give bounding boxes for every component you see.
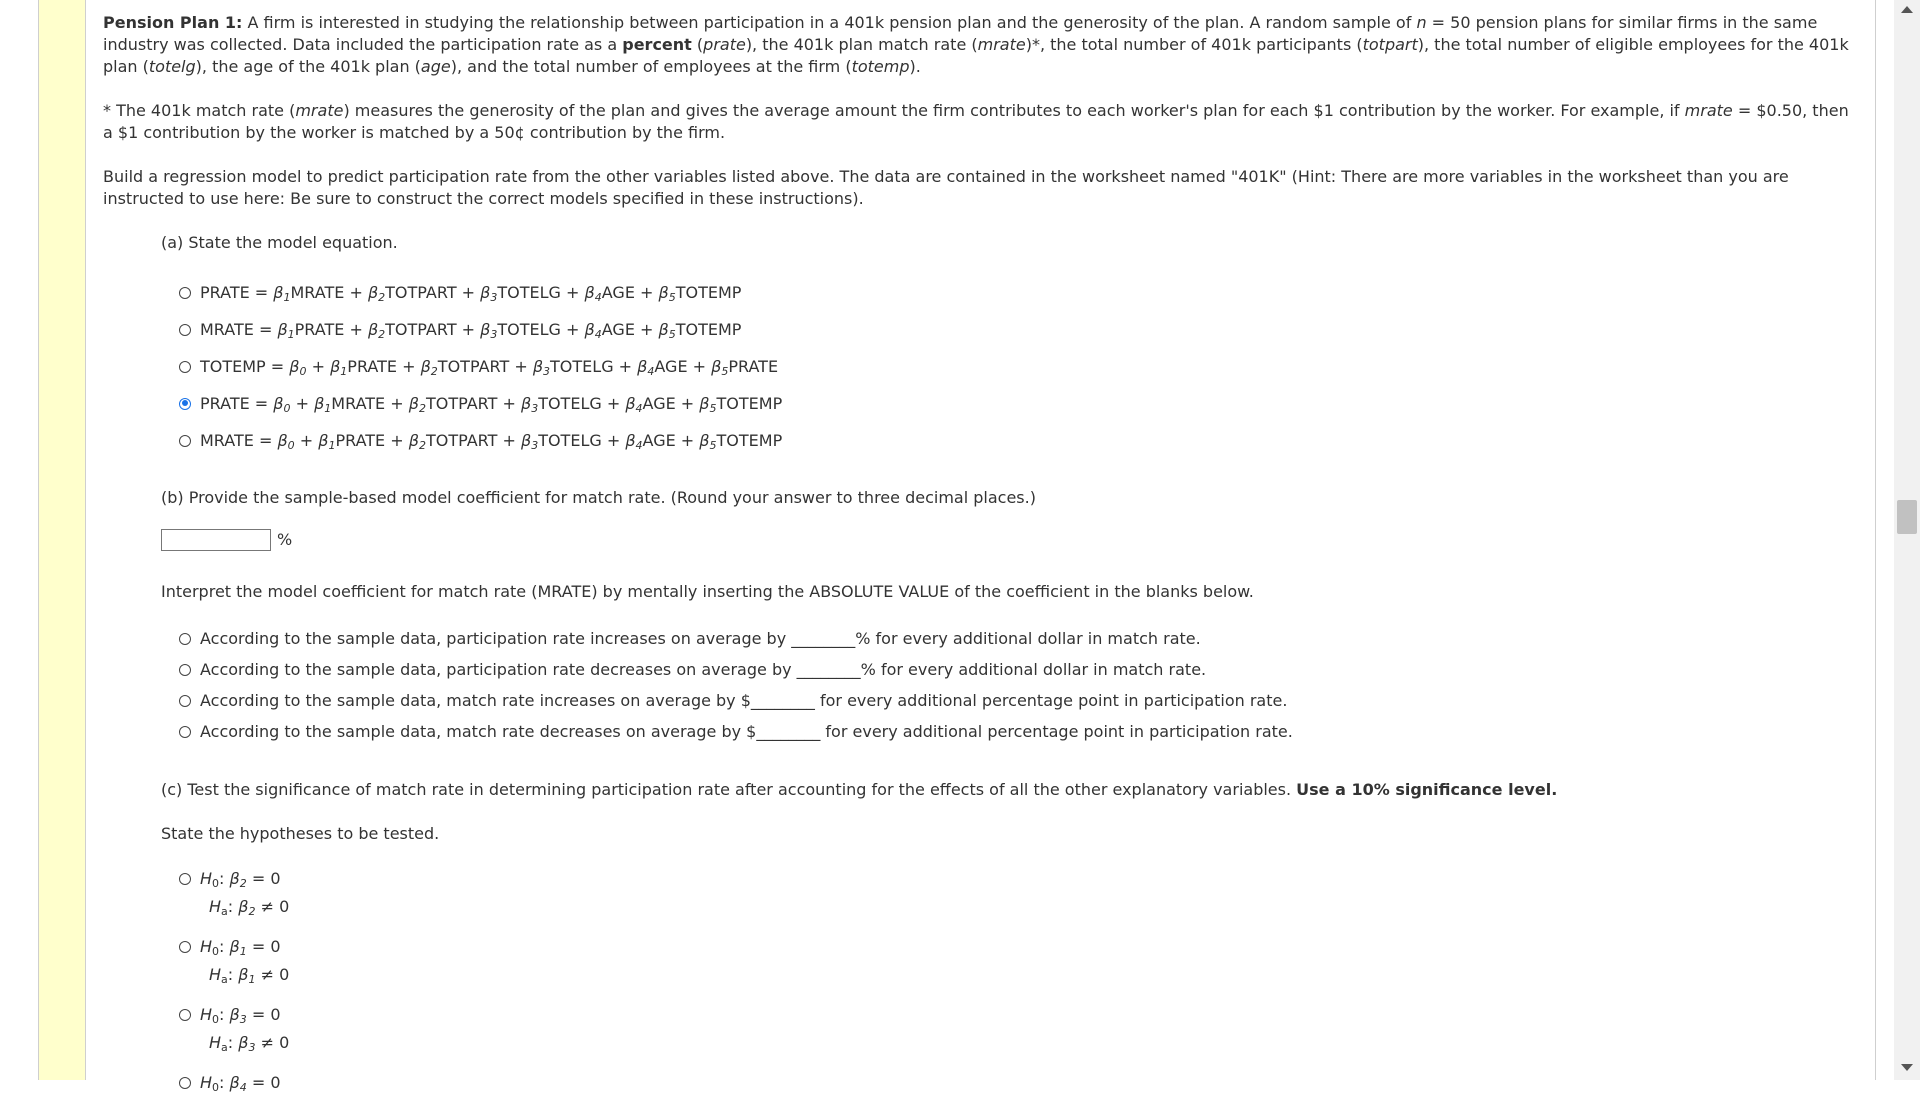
model-equation: PRATE = $\beta_0$ + $\beta_1MRATE$ + $\beta_2TOTPART$ + $\beta_3TOTELG + \beta_4AGE$ + $\beta_5TOTEMP$: [200, 393, 783, 415]
part-a: [161, 232, 1855, 459]
hypothesis-option-2[interactable]: [179, 1001, 1855, 1057]
null-hypothesis: $H_0$: $\beta_2 = 0$: [200, 869, 281, 890]
model-equation: TOTEMP = $\beta_0$ + $\beta_1PRATE$ + $\beta_2TOTPART$ + $\beta_3TOTELG + \beta_4AGE$ + $\beta_5PRATE$: [200, 356, 779, 378]
model-equation: MRATE = $\beta_1PRATE$ + $\beta_2TOTPART$ + $\beta_3TOTELG + \beta_4AGE$ + $\beta_5TOTEMP$: [200, 319, 742, 341]
percent-unit: %: [277, 530, 293, 549]
radio-button[interactable]: [179, 941, 191, 953]
hypothesis-option-0[interactable]: [179, 865, 1855, 921]
radio-button[interactable]: [179, 361, 191, 373]
radio-button[interactable]: [179, 287, 191, 299]
content-right-border: [1875, 0, 1876, 1080]
null-hypothesis: $H_0$: $\beta_3 = 0$: [200, 1005, 281, 1026]
model-equation: PRATE = $\beta_1MRATE$ + $\beta_2TOTPART$ + $\beta_3TOTELG + \beta_4AGE$ + $\beta_5TOTEMP$: [200, 282, 742, 304]
null-hypothesis: $H_0$: $\beta_1 = 0$: [200, 937, 281, 958]
alternative-hypothesis: $H_a$: $\beta_1 \ne 0$: [209, 965, 290, 986]
part-b-label: (b) Provide the sample-based model coefficient for match rate. (Round your answer to three decimal places.): [161, 488, 1036, 507]
model-option-4[interactable]: [179, 422, 1855, 459]
part-b-options: [161, 623, 1855, 747]
coefficient-input[interactable]: [161, 529, 271, 551]
part-a-options: [161, 274, 1855, 459]
radio-button[interactable]: [179, 695, 191, 707]
hypothesis-options: [161, 865, 1855, 1097]
model-equation: MRATE = $\beta_0$ + $\beta_1PRATE$ + $\beta_2TOTPART$ + $\beta_3TOTELG + \beta_4AGE$ + $\beta_5TOTEMP$: [200, 430, 783, 452]
hypothesis-option-1[interactable]: [179, 933, 1855, 989]
model-option-0[interactable]: [179, 274, 1855, 311]
radio-button[interactable]: [179, 726, 191, 738]
interpretation-text: According to the sample data, participation rate decreases on average by ________% for every additional dollar in match rate.: [200, 659, 1207, 679]
interpretation-option-1[interactable]: [179, 654, 1855, 685]
build-instruction: Build a regression model to predict participation rate from the other variables listed above. The data are contained in the worksheet named "401K" (Hint: There are more variables in the worksheet than you are instructed to use here: Be sure to construct the correct models specified in these instructions).: [103, 167, 1789, 208]
alternative-hypothesis: $H_a$: $\beta_3 \ne 0$: [209, 1033, 290, 1054]
model-option-3[interactable]: [179, 385, 1855, 422]
radio-button[interactable]: [179, 873, 191, 885]
model-option-2[interactable]: [179, 348, 1855, 385]
radio-button[interactable]: [179, 633, 191, 645]
left-margin: [0, 0, 39, 1080]
interpretation-text: According to the sample data, match rate decreases on average by $________ for every additional percentage point in participation rate.: [200, 721, 1293, 741]
question-title: Pension Plan 1:: [103, 13, 243, 32]
alternative-hypothesis: $H_a$: $\beta_2 \ne 0$: [209, 897, 290, 918]
interpretation-option-2[interactable]: [179, 685, 1855, 716]
radio-button[interactable]: [179, 1009, 191, 1021]
interpretation-option-0[interactable]: [179, 623, 1855, 654]
part-c-label: (c) Test the significance of match rate in determining participation rate after accounting for the effects of all the other explanatory variables. Use a 10% significance level.: [161, 780, 1558, 799]
radio-button[interactable]: [179, 435, 191, 447]
interpretation-text: According to the sample data, match rate increases on average by $________ for every additional percentage point in participation rate.: [200, 690, 1288, 710]
vertical-scrollbar[interactable]: [1894, 0, 1920, 1080]
footnote-paragraph: * The 401k match rate (mrate) measures the generosity of the plan and gives the average amount the firm contributes to each worker's plan for each $1 contribution by the worker. For example, if mrate = $0.50, then a $1 contribution by the worker is matched by a 50¢ contribution by the firm.: [103, 101, 1849, 142]
scroll-up-arrow-icon[interactable]: [1901, 6, 1913, 13]
radio-button[interactable]: [179, 398, 191, 410]
question-content: [103, 12, 1855, 1109]
null-hypothesis: $H_0$: $\beta_4 = 0$: [200, 1073, 281, 1094]
coefficient-input-row: [161, 529, 1855, 551]
interpretation-text: According to the sample data, participation rate increases on average by ________% for every additional dollar in match rate.: [200, 628, 1201, 648]
part-b: [161, 487, 1855, 509]
model-option-1[interactable]: [179, 311, 1855, 348]
interpret-instruction: Interpret the model coefficient for match rate (MRATE) by mentally inserting the ABSOLUTE VALUE of the coefficient in the blanks below.: [161, 582, 1254, 601]
scroll-down-arrow-icon[interactable]: [1901, 1064, 1913, 1071]
radio-button[interactable]: [179, 1077, 191, 1089]
hypotheses-instruction: State the hypotheses to be tested.: [161, 824, 440, 843]
hypothesis-option-3[interactable]: [179, 1069, 1855, 1097]
question-sidebar-strip: [39, 0, 86, 1080]
interpretation-option-3[interactable]: [179, 716, 1855, 747]
part-a-label: (a) State the model equation.: [161, 233, 398, 252]
radio-button[interactable]: [179, 664, 191, 676]
part-c: [161, 779, 1855, 1097]
part-b-interpret: [161, 581, 1855, 747]
intro-paragraph: Pension Plan 1: A firm is interested in studying the relationship between participation in a 401k pension plan and the generosity of the plan. A random sample of n = 50 pension plans for similar firms in the same industry was collected. Data included the participation rate as a percent (prate), the 401k plan match rate (mrate)*, the total number of 401k participants (totpart), the total number of eligible employees for the 401k plan (totelg), the age of the 401k plan (age), and the total number of employees at the firm (totemp).: [103, 13, 1849, 76]
scroll-thumb[interactable]: [1897, 500, 1917, 534]
radio-button[interactable]: [179, 324, 191, 336]
